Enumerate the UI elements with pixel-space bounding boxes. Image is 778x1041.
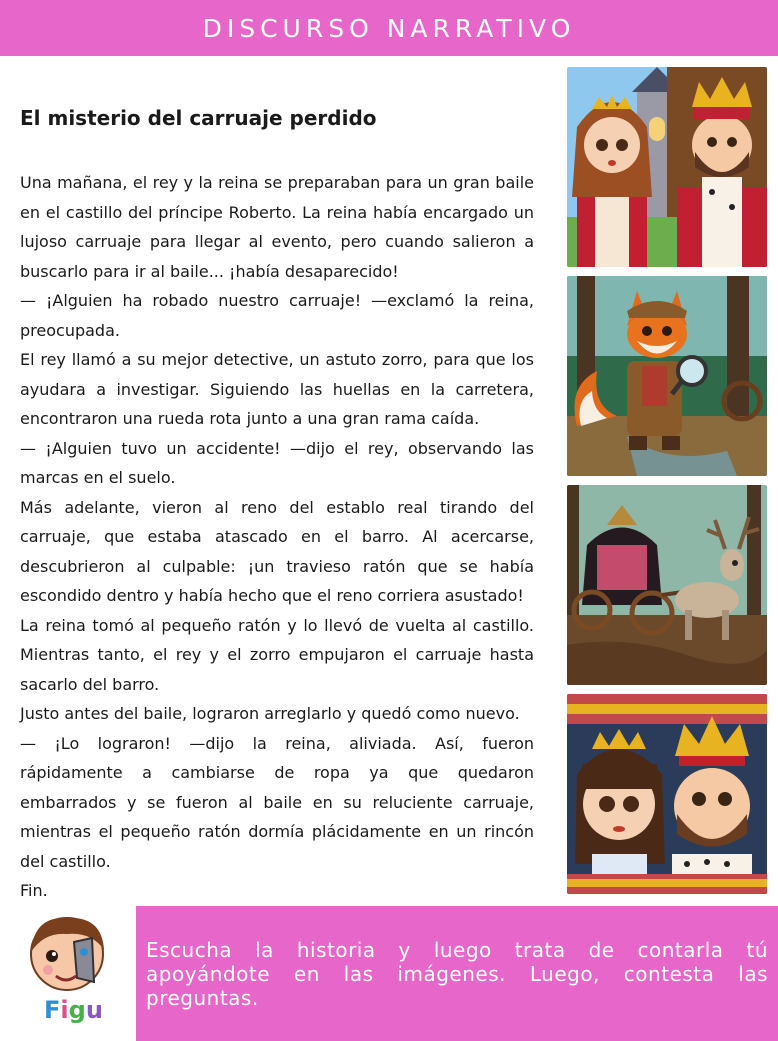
- reindeer-carriage-illustration: [567, 485, 767, 685]
- logo-letter: i: [60, 996, 69, 1024]
- king-queen-carriage-illustration: [567, 694, 767, 894]
- instruction-text: Escucha la historia y luego trata de contarla tú apoyándote en las imágenes. Luego, contesta las preguntas.: [146, 938, 768, 1010]
- story-paragraph: Fin.: [20, 881, 48, 900]
- fox-detective-illustration: [567, 276, 767, 476]
- story-paragraph: La reina tomó al pequeño ratón y lo llevó de vuelta al castillo. Mientras tanto, el rey y el zorro empujaron el carruaje hasta sacarlo del barro.: [20, 615, 534, 694]
- king-queen-castle-illustration: [567, 67, 767, 267]
- story-paragraph: Justo antes del baile, lograron arreglarlo y quedó como nuevo.: [20, 704, 520, 723]
- logo-letter: u: [85, 996, 103, 1024]
- story-paragraph: Una mañana, el rey y la reina se preparaban para un gran baile en el castillo del príncipe Roberto. La reina había encargado un lujoso carruaje para llegar al evento, pero cuando salieron a buscarlo para ir al baile... ¡había desaparecido!: [20, 173, 534, 281]
- page-header: [0, 0, 778, 56]
- story-paragraph: — ¡Alguien tuvo un accidente! —dijo el rey, observando las marcas en el suelo.: [20, 438, 534, 487]
- logo-letter: F: [44, 996, 61, 1024]
- story-paragraph: — ¡Lo lograron! —dijo la reina, aliviada. Así, fueron rápidamente a cambiarse de ropa ya que quedaron embarrados y se fueron al baile en su reluciente carruaje, mientras el pequeño ratón dormía plácidamente en un rincón del castillo.: [20, 733, 534, 871]
- logo-letter: g: [68, 996, 86, 1024]
- illustrations-column: [567, 67, 767, 903]
- story-paragraph: El rey llamó a su mejor detective, un astuto zorro, para que los ayudara a investigar. Siguiendo las huellas en la carretera, encontraron una rueda rota junto a una gran rama caída.: [20, 350, 534, 428]
- header-title: DISCURSO NARRATIVO: [202, 13, 576, 43]
- figu-logo: [44, 996, 103, 1024]
- story-text: [20, 168, 534, 906]
- story-title: El misterio del carruaje perdido: [20, 106, 377, 130]
- story-paragraph: Más adelante, vieron al reno del establo real tirando del carruaje, que estaba atascado en el barro. Al acercarse, descubrieron al culpable: ¡un travieso ratón que se había escondido dentro y había hecho que el reno corriera asustado!: [20, 497, 534, 605]
- story-paragraph: — ¡Alguien ha robado nuestro carruaje! —exclamó la reina, preocupada.: [20, 291, 534, 340]
